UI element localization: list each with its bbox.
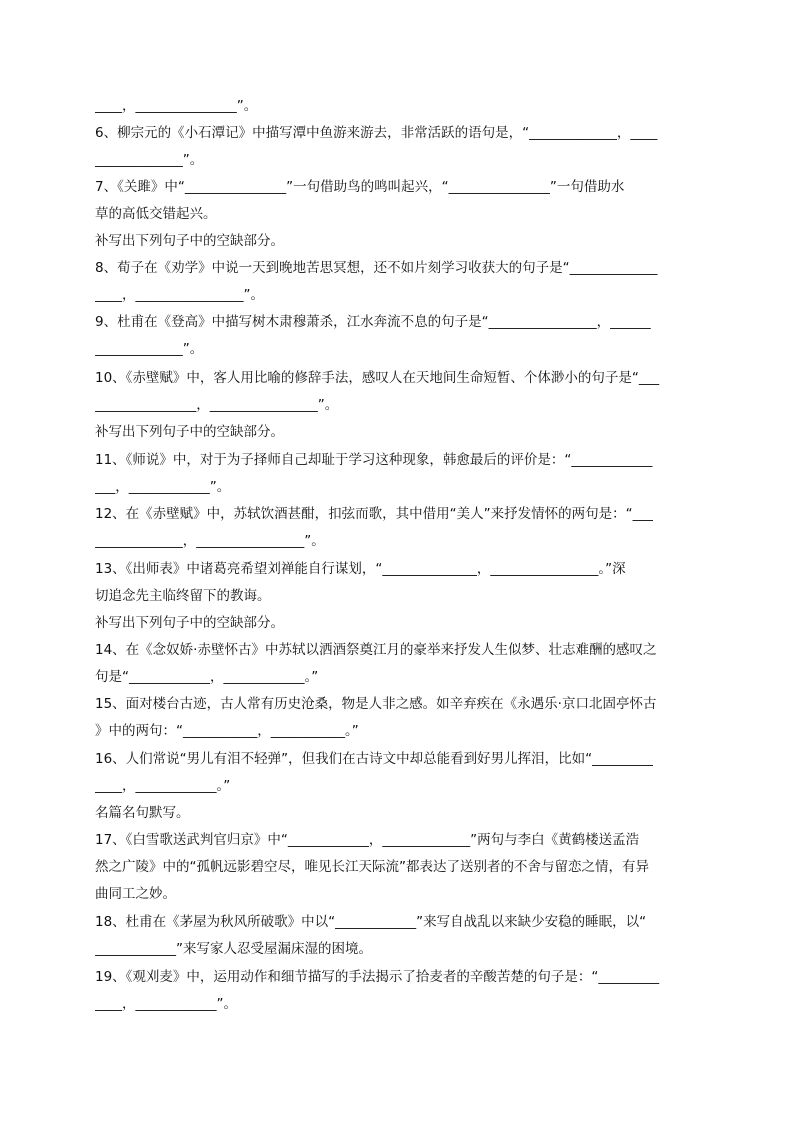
line-text: _____________”。 <box>95 152 204 168</box>
question-10-line-1 <box>95 367 705 389</box>
line-text: ___，____________”。 <box>95 479 231 495</box>
line-text: 19、《观刈麦》中，运用动作和细节描写的手法揭示了拾麦者的辛酸苦楚的句子是：“_________ <box>95 969 660 985</box>
section-heading <box>95 802 705 824</box>
line-text: ____，_______________”。 <box>95 98 258 114</box>
line-text: 补写出下列句子中的空缺部分。 <box>95 615 284 631</box>
question-13-line-2 <box>95 585 705 607</box>
line-text: _____________”。 <box>95 341 204 357</box>
section-heading <box>95 421 705 443</box>
line-text: 15、面对楼台古迹，古人常有历史沧桑，物是人非之感。如辛弃疾在《永遇乐·京口北固亭怀古 <box>95 696 657 712</box>
question-6-line-1 <box>95 122 705 144</box>
question-6-line-2 <box>95 149 705 171</box>
line-text: 12、在《赤壁赋》中，苏轼饮酒甚酣，扣弦而歌，其中借用“美人”来抒发情怀的两句是：“___ <box>95 506 653 522</box>
question-15-line-2 <box>95 720 705 742</box>
section-heading <box>95 230 705 252</box>
line-text: 句是“____________，____________。” <box>95 669 319 685</box>
line-text: 曲同工之妙。 <box>95 886 176 902</box>
line-text: 13、《出师表》中诸葛亮希望刘禅能自行谋划，“______________，________________。”深 <box>95 561 626 577</box>
question-11-line-2 <box>95 476 705 498</box>
question-13-line-1 <box>95 558 705 580</box>
question-8-line-2 <box>95 284 705 306</box>
question-14-line-1 <box>95 639 705 661</box>
question-19-line-1 <box>95 966 705 988</box>
question-9-line-1 <box>95 311 705 333</box>
line-text: 草的高低交错起兴。 <box>95 206 217 222</box>
line-text: 9、杜甫在《登高》中描写树木肃穆萧杀，江水奔流不息的句子是“________________，______ <box>95 314 651 330</box>
line-text: 补写出下列句子中的空缺部分。 <box>95 424 284 440</box>
line-text: 14、在《念奴娇·赤壁怀古》中苏轼以洒酒祭奠江月的豪举来抒发人生似梦、壮志难酬的感叹之 <box>95 642 657 658</box>
line-text: ____，____________”。 <box>95 996 237 1012</box>
question-12-line-2 <box>95 530 705 552</box>
line-text: 6、柳宗元的《小石潭记》中描写潭中鱼游来游去，非常活跃的语句是，“_____________，____ <box>95 125 658 141</box>
question-17-line-1 <box>95 829 705 851</box>
line-text: _______________，________________”。 <box>95 397 339 413</box>
line-text: _____________，________________”。 <box>95 533 325 549</box>
line-text: 切追念先主临终留下的教诲。 <box>95 588 271 604</box>
question-18-line-2 <box>95 938 705 960</box>
question-16-line-1 <box>95 748 705 770</box>
question-7-line-1 <box>95 176 705 198</box>
question-16-line-2 <box>95 775 705 797</box>
line-text: ____，________________”。 <box>95 287 264 303</box>
text-line <box>95 95 705 117</box>
question-12-line-1 <box>95 503 705 525</box>
question-7-line-2 <box>95 203 705 225</box>
line-text: 然之广陵》中的“孤帆远影碧空尽，唯见长江天际流”都表达了送别者的不舍与留恋之情，有异 <box>95 859 649 875</box>
question-14-line-2 <box>95 666 705 688</box>
question-18-line-1 <box>95 911 705 933</box>
question-17-line-2 <box>95 856 705 878</box>
question-10-line-2 <box>95 394 705 416</box>
line-text: 11、《师说》中，对于为子择师自己却耻于学习这种现象，韩愈最后的评价是：“____________ <box>95 452 653 468</box>
line-text: ____________”来写家人忍受屋漏床湿的困境。 <box>95 941 372 957</box>
line-text: 补写出下列句子中的空缺部分。 <box>95 233 284 249</box>
line-text: 16、人们常说“男儿有泪不轻弹”，但我们在古诗文中却总能看到好男儿挥泪，比如“_________ <box>95 751 653 767</box>
line-text: 7、《关雎》中“_______________”一句借助鸟的鸣叫起兴，“_______________”一句借助水 <box>95 179 625 195</box>
question-8-line-1 <box>95 257 705 279</box>
line-text: 10、《赤壁赋》中，客人用比喻的修辞手法，感叹人在天地间生命短暂、个体渺小的句子是“___ <box>95 370 660 386</box>
question-17-line-3 <box>95 883 705 905</box>
section-heading <box>95 612 705 634</box>
line-text: ____，____________。” <box>95 778 231 794</box>
question-11-line-1 <box>95 449 705 471</box>
line-text: 名篇名句默写。 <box>95 805 190 821</box>
question-15-line-1 <box>95 693 705 715</box>
line-text: 》中的两句：“___________，___________。” <box>95 723 359 739</box>
line-text: 18、杜甫在《茅屋为秋风所破歌》中以“____________”来写自战乱以来缺少安稳的睡眠，以“ <box>95 914 647 930</box>
line-text: 17、《白雪歌送武判官归京》中“____________，_____________”两句与李白《黄鹤楼送孟浩 <box>95 832 640 848</box>
line-text: 8、荀子在《劝学》中说一天到晚地苦思冥想，还不如片刻学习收获大的句子是“_____________ <box>95 260 658 276</box>
question-19-line-2 <box>95 993 705 1015</box>
question-9-line-2 <box>95 338 705 360</box>
